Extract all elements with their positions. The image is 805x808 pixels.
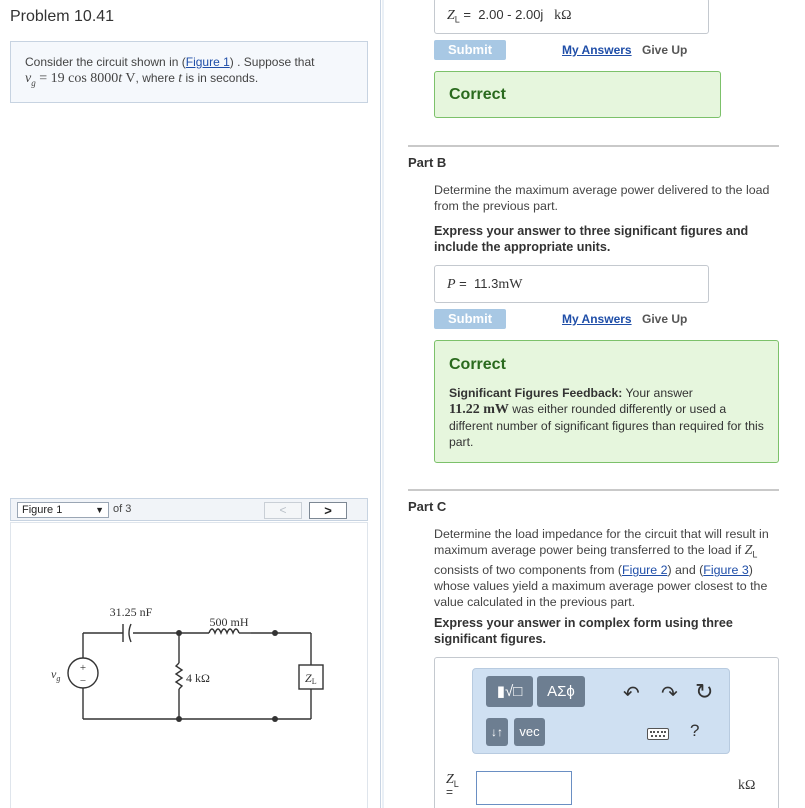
problem-end: is in seconds. — [182, 71, 259, 85]
figure-panel — [10, 522, 368, 808]
problem-statement — [10, 41, 368, 103]
source-minus: − — [79, 675, 87, 687]
next-figure-button[interactable]: > — [309, 502, 347, 519]
help-button[interactable]: ? — [690, 721, 700, 740]
problem-intro: Consider the circuit shown in ( — [25, 55, 186, 69]
source-label: $v_g$ — [51, 667, 61, 683]
vector-button[interactable]: vec — [514, 718, 545, 746]
part-a-answer: $Z_L = 2.00 - 2.00j$ kΩ — [447, 7, 572, 25]
figure-1-link[interactable]: Figure 1 — [185, 55, 230, 69]
redo-icon[interactable]: ↷ — [661, 683, 678, 705]
part-c-answer-label: $Z_L$ = — [446, 772, 459, 800]
part-c-instruction: Express your answer in complex form using three significant figures. — [434, 616, 733, 646]
node-dot — [176, 716, 182, 722]
node-dot — [272, 630, 278, 636]
part-c-label: Part C — [408, 499, 447, 514]
part-b-correct-box — [434, 340, 779, 463]
figure-select-value: Figure 1 — [22, 504, 63, 516]
problem-title: Problem 10.41 — [10, 8, 115, 25]
part-a-answer-box — [434, 0, 709, 34]
t-variable: t — [178, 71, 183, 86]
templates-button[interactable]: ▮√□ — [486, 676, 533, 707]
part-b-give-up-link[interactable]: Give Up — [642, 312, 688, 326]
part-b-answer-box — [434, 265, 709, 303]
resistor-label: 4 kΩ — [186, 671, 210, 685]
figure-navigator — [10, 498, 368, 521]
part-b-label: Part B — [408, 155, 447, 170]
keyboard-icon[interactable] — [647, 728, 669, 740]
sig-fig-feedback: Significant Figures Feedback: Your answer 11.22 mW was either rounded differently or used a different number of significant figures than required for this part. — [449, 386, 764, 449]
part-c-answer-unit: kΩ — [738, 778, 756, 793]
part-a-my-answers-link[interactable]: My Answers — [562, 43, 632, 57]
reset-icon[interactable]: ↻ — [695, 679, 714, 704]
vg-expression: $v_g = 19$ cos 8000t V — [25, 71, 136, 88]
node-dot — [176, 630, 182, 636]
figure-3-link[interactable]: Figure 3 — [703, 563, 749, 578]
chevron-down-icon: ▼ — [95, 505, 104, 515]
part-b-instruction: Express your answer to three significant figures and include the appropriate units. — [434, 224, 749, 254]
load-label: ZL — [305, 671, 317, 686]
capacitor-label: 31.25 nF — [109, 605, 153, 619]
part-b-question: Determine the maximum average power delivered to the load from the previous part. — [434, 183, 770, 213]
inductor-label: 500 mH — [209, 615, 249, 629]
source-plus: + — [79, 662, 87, 674]
math-toolbar — [472, 668, 730, 754]
prev-figure-button[interactable]: < — [264, 502, 302, 519]
part-b-submit-button[interactable]: Submit — [434, 309, 506, 329]
subscript-superscript-button[interactable]: ↓↑ — [486, 718, 508, 746]
figure-count: of 3 — [113, 503, 132, 515]
figure-2-link[interactable]: Figure 2 — [622, 563, 668, 578]
figure-select[interactable] — [17, 502, 109, 518]
part-a-correct-label: Correct — [449, 86, 506, 103]
problem-tail: , where — [135, 71, 179, 85]
part-b-correct-label: Correct — [449, 356, 506, 373]
part-c-answer-input[interactable] — [476, 771, 572, 805]
circuit-diagram — [11, 523, 369, 808]
part-b-my-answers-link[interactable]: My Answers — [562, 312, 632, 326]
undo-icon[interactable]: ↶ — [623, 683, 640, 705]
node-dot — [272, 716, 278, 722]
part-a-correct-box — [434, 71, 721, 118]
part-a-submit-button[interactable]: Submit — [434, 40, 506, 60]
part-c-question: Determine the load impedance for the circuit that will result in maximum average power being transferred to the load if $Z_L$ consists of two components from (Figure 2) and (Figure 3) whose values yield a maximum average power closest to the value calculated in the previous part. — [434, 527, 769, 610]
part-b-divider — [408, 145, 779, 147]
part-a-give-up-link[interactable]: Give Up — [642, 43, 688, 57]
problem-after-link: ) . Suppose that — [229, 55, 315, 69]
problem-pane — [0, 0, 381, 808]
answer-pane — [384, 0, 805, 808]
greek-symbols-button[interactable]: ΑΣϕ — [537, 676, 585, 707]
part-b-answer: P = 11.3mW — [447, 276, 523, 292]
part-c-divider — [408, 489, 779, 491]
